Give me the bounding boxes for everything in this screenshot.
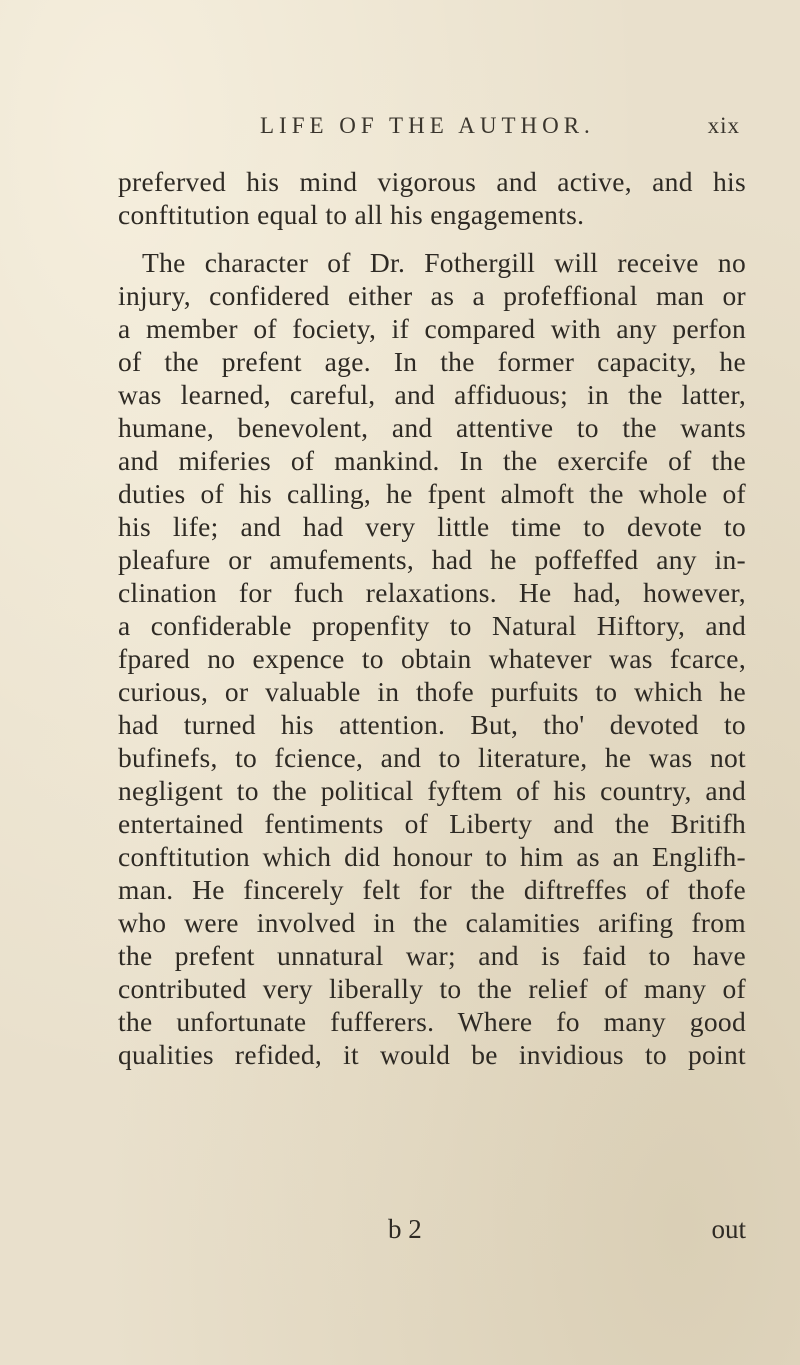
page-footer xyxy=(118,1214,746,1248)
running-head xyxy=(260,113,740,153)
text-line: qualities refided, it would be invidious to point xyxy=(118,1039,746,1070)
text-line: injury, confidered either as a profeffional man or xyxy=(118,280,746,311)
text-line: The character of Dr. Fothergill will receive no xyxy=(142,247,746,278)
text-line: a confiderable propenfity to Natural Hiftory, and xyxy=(118,610,746,641)
paragraph-break xyxy=(118,231,746,246)
running-title: LIFE OF THE AUTHOR. xyxy=(260,113,595,138)
body-text xyxy=(118,165,746,1071)
text-line: bufinefs, to fcience, and to literature, he was not xyxy=(118,742,746,773)
text-line: was learned, careful, and affiduous; in the latter, xyxy=(118,379,746,410)
text-line: and miferies of mankind. In the exercife of the xyxy=(118,445,746,476)
text-line: negligent to the political fyftem of his country, and xyxy=(118,775,746,806)
text-line: conftitution which did honour to him as an Englifh- xyxy=(118,841,746,872)
text-line: had turned his attention. But, tho' devoted to xyxy=(118,709,746,740)
text-line: the prefent unnatural war; and is faid to have xyxy=(118,940,746,971)
text-line: conftitution equal to all his engagements. xyxy=(118,199,585,230)
page-number: xix xyxy=(707,113,740,138)
text-line: entertained fentiments of Liberty and the Britifh xyxy=(118,808,746,839)
text-line: his life; and had very little time to devote to xyxy=(118,511,746,542)
text-line: duties of his calling, he fpent almoft the whole of xyxy=(118,478,746,509)
text-line: pleafure or amufements, had he poffeffed any in- xyxy=(118,544,746,575)
text-line: man. He fincerely felt for the diftreffes of thofe xyxy=(118,874,746,905)
text-line: the unfortunate fufferers. Where fo many good xyxy=(118,1006,746,1037)
catchword: out xyxy=(711,1214,746,1244)
text-line: humane, benevolent, and attentive to the wants xyxy=(118,412,746,443)
text-line: preferved his mind vigorous and active, and his xyxy=(118,166,746,197)
text-line: contributed very liberally to the relief of many of xyxy=(118,973,746,1004)
text-line: of the prefent age. In the former capacity, he xyxy=(118,346,746,377)
text-line: fpared no expence to obtain whatever was fcarce, xyxy=(118,643,746,674)
text-line: a member of fociety, if compared with any perfon xyxy=(118,313,746,344)
signature-mark: b 2 xyxy=(388,1214,422,1244)
text-line: who were involved in the calamities arifing from xyxy=(118,907,746,938)
text-line: curious, or valuable in thofe purfuits to which he xyxy=(118,676,746,707)
text-line: clination for fuch relaxations. He had, however, xyxy=(118,577,746,608)
